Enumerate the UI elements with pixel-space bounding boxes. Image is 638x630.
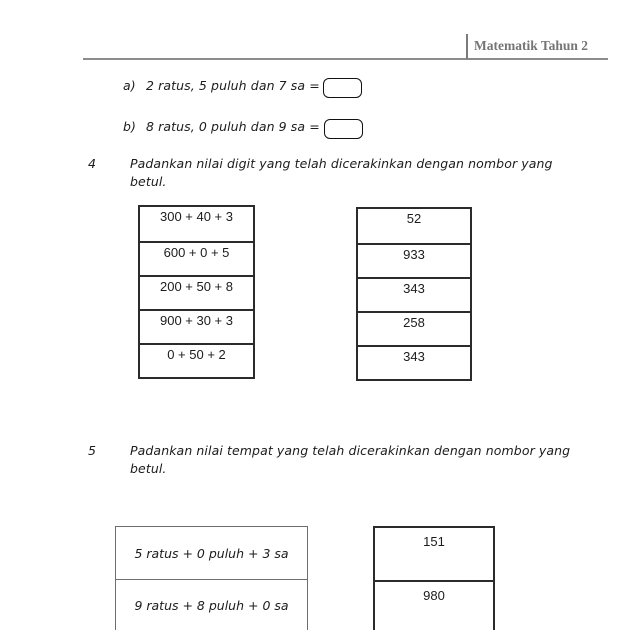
exercise-b-label: b) <box>123 119 137 134</box>
table-cell: 933 <box>358 243 470 277</box>
question-4-text-line2: betul. <box>130 174 167 189</box>
table-cell: 5 ratus + 0 puluh + 3 sa <box>134 545 289 561</box>
exercise-a-text: 2 ratus, 5 puluh dan 7 sa = <box>146 78 320 93</box>
table-cell: 200 + 50 + 8 <box>140 275 253 309</box>
exercise-a-answer-box <box>323 78 362 98</box>
table-cell: 980 <box>375 580 493 630</box>
exercise-b-text: 8 ratus, 0 puluh dan 9 sa = <box>146 119 320 134</box>
table-cell: 600 + 0 + 5 <box>140 241 253 275</box>
question-4-text-line1: Padankan nilai digit yang telah dicerakinkan dengan nombor yang <box>130 156 553 171</box>
table-cell: 343 <box>358 345 470 379</box>
table-cell: 0 + 50 + 2 <box>140 343 253 377</box>
question-5-expressions-table <box>115 526 308 630</box>
header-divider-bar <box>466 34 468 59</box>
question-5-text-line2: betul. <box>130 461 167 476</box>
question-5-text-line1: Padankan nilai tempat yang telah dicerakinkan dengan nombor yang <box>130 443 571 458</box>
table-cell: 300 + 40 + 3 <box>159 209 233 224</box>
page-header-title: Matematik Tahun 2 <box>474 38 589 53</box>
table-cell: 151 <box>423 534 445 549</box>
table-cell: 52 <box>406 211 422 226</box>
question-4-number: 4 <box>88 156 97 171</box>
exercise-b-answer-box <box>324 119 363 139</box>
question-5-numbers-table <box>373 526 495 630</box>
question-4-numbers-table <box>356 207 472 381</box>
table-cell: 258 <box>358 311 470 345</box>
header-rule <box>83 58 608 60</box>
table-cell: 343 <box>358 277 470 311</box>
question-4-expressions-table <box>138 205 255 379</box>
table-cell: 9 ratus + 8 puluh + 0 sa <box>116 579 307 630</box>
question-5-number: 5 <box>88 443 97 458</box>
exercise-a-label: a) <box>123 78 136 93</box>
table-cell: 900 + 30 + 3 <box>140 309 253 343</box>
